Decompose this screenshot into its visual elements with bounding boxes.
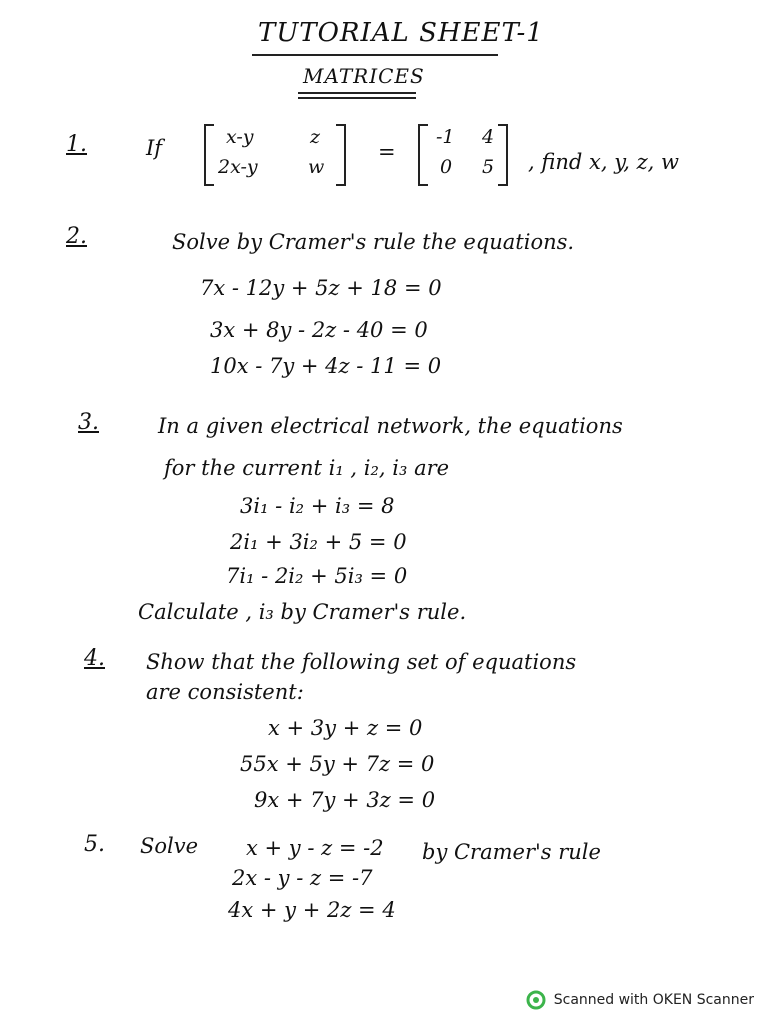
matrix-b-cell: 4 xyxy=(482,126,495,148)
question-3-text-line2: for the current i₁ , i₂, i₃ are xyxy=(164,456,450,480)
matrix-b-right-bracket xyxy=(498,124,508,186)
scanner-logo-icon xyxy=(526,990,546,1010)
question-4-number: 4. xyxy=(84,646,105,671)
question-4-equation: x + 3y + z = 0 xyxy=(268,716,423,740)
question-1-suffix: , find x, y, z, w xyxy=(528,150,680,174)
matrix-a-cell: z xyxy=(310,126,321,148)
question-5-equation: x + y - z = -2 xyxy=(246,836,384,860)
question-3-text-line1: In a given electrical network, the equations xyxy=(158,414,623,438)
matrix-a xyxy=(204,124,346,186)
sheet-subtitle: MATRICES xyxy=(303,64,425,88)
question-5-equation: 4x + y + 2z = 4 xyxy=(228,898,396,922)
question-2-equation: 10x - 7y + 4z - 11 = 0 xyxy=(210,354,442,378)
question-1-number: 1. xyxy=(66,132,87,157)
question-3-closing: Calculate , i₃ by Cramer's rule. xyxy=(138,600,467,624)
question-1-prefix: If xyxy=(146,136,163,160)
question-2-equation: 7x - 12y + 5z + 18 = 0 xyxy=(200,276,442,300)
question-5-prefix: Solve xyxy=(140,834,199,858)
matrix-a-left-bracket xyxy=(204,124,214,186)
question-4-text-line1: Show that the following set of equations xyxy=(146,650,577,674)
question-4-equation: 55x + 5y + 7z = 0 xyxy=(240,752,435,776)
question-5-equation: 2x - y - z = -7 xyxy=(232,866,373,890)
question-4-equation: 9x + 7y + 3z = 0 xyxy=(254,788,436,812)
question-4-text-line2: are consistent: xyxy=(146,680,304,704)
matrix-a-cell: w xyxy=(308,156,325,178)
scanner-watermark xyxy=(526,990,754,1010)
matrix-a-right-bracket xyxy=(336,124,346,186)
question-5-suffix: by Cramer's rule xyxy=(422,840,601,864)
matrix-b-cell: 0 xyxy=(440,156,453,178)
matrix-a-cell: 2x-y xyxy=(218,156,258,178)
matrix-b-left-bracket xyxy=(418,124,428,186)
matrix-b-cell: -1 xyxy=(436,126,455,148)
question-2-number: 2. xyxy=(66,224,87,249)
equals-sign: = xyxy=(378,140,396,164)
question-2-equation: 3x + 8y - 2z - 40 = 0 xyxy=(210,318,428,342)
question-3-equation: 3i₁ - i₂ + i₃ = 8 xyxy=(240,494,395,518)
subtitle-underline xyxy=(298,92,416,94)
question-3-equation: 7i₁ - 2i₂ + 5i₃ = 0 xyxy=(226,564,408,588)
matrix-b-cell: 5 xyxy=(482,156,495,178)
title-underline xyxy=(252,54,498,56)
question-5-number: 5. xyxy=(84,832,105,857)
question-3-number: 3. xyxy=(78,410,99,435)
question-3-equation: 2i₁ + 3i₂ + 5 = 0 xyxy=(230,530,407,554)
question-2-text: Solve by Cramer's rule the equations. xyxy=(172,230,575,254)
matrix-b xyxy=(418,124,508,186)
scanner-text: Scanned with OKEN Scanner xyxy=(553,992,754,1008)
matrix-a-cell: x-y xyxy=(226,126,254,148)
sheet-title: TUTORIAL SHEET-1 xyxy=(258,18,544,48)
subtitle-underline-2 xyxy=(298,97,416,99)
